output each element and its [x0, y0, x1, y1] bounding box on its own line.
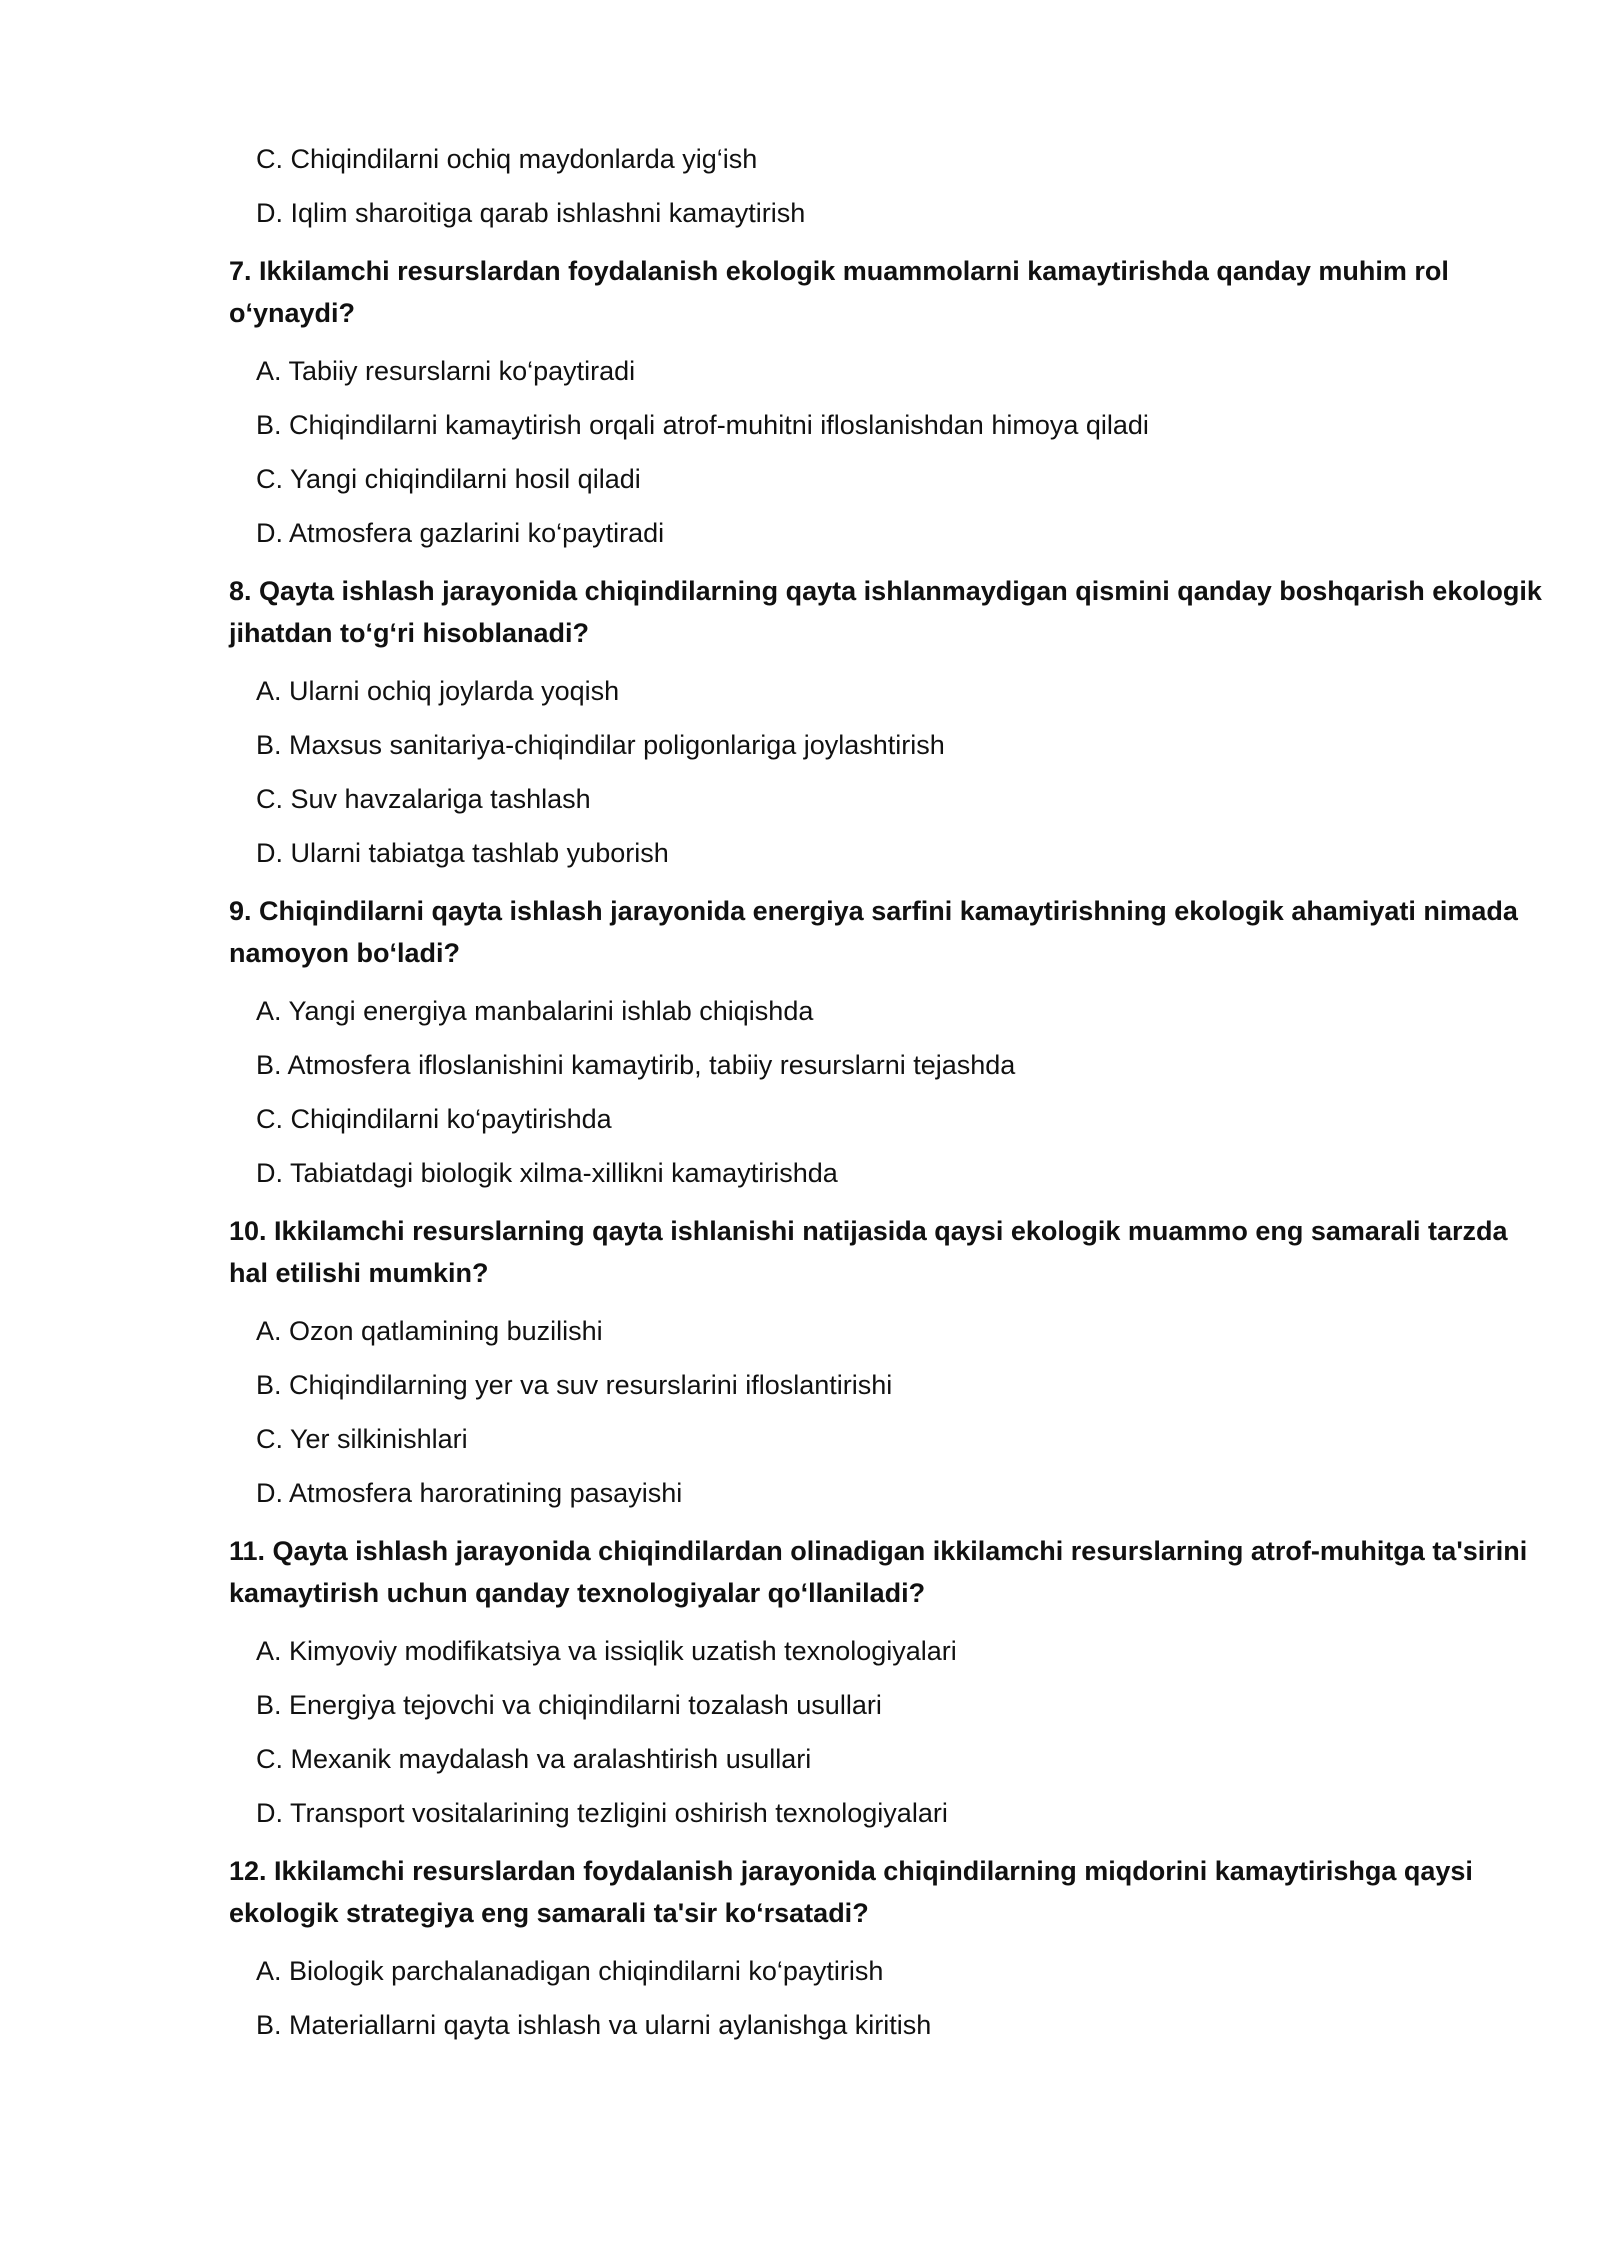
answer-option: C. Yangi chiqindilarni hosil qiladi — [256, 464, 641, 494]
question-text — [229, 1850, 1479, 1934]
question-line: ekologik strategiya eng samarali ta'sir ko‘rsatadi? — [229, 1898, 869, 1928]
question-text — [229, 1530, 1528, 1614]
answer-option: C. Chiqindilarni ko‘paytirishda — [256, 1104, 612, 1134]
answer-option: C. Suv havzalariga tashlash — [256, 784, 591, 814]
quiz-content — [229, 140, 1542, 2060]
answer-option: B. Materiallarni qayta ishlash va ularni aylanishga kiritish — [256, 2010, 932, 2040]
question-text — [229, 570, 1542, 654]
answer-option: B. Maxsus sanitariya-chiqindilar poligonlariga joylashtirish — [256, 730, 945, 760]
question-block — [229, 1530, 1528, 1848]
answer-option: A. Yangi energiya manbalarini ishlab chiqishda — [256, 996, 814, 1026]
answer-option: A. Biologik parchalanadigan chiqindilarni ko‘paytirish — [256, 1956, 884, 1986]
answer-option: D. Ularni tabiatga tashlab yuborish — [256, 838, 669, 868]
answer-option: A. Kimyoviy modifikatsiya va issiqlik uzatish texnologiyalari — [256, 1636, 957, 1666]
question-line: 12. Ikkilamchi resurslardan foydalanish jarayonida chiqindilarning miqdorini kamaytirishga qaysi — [229, 1856, 1473, 1886]
answer-option: A. Ozon qatlamining buzilishi — [256, 1316, 603, 1346]
question-block — [229, 570, 1542, 888]
question-line: kamaytirish uchun qanday texnologiyalar qo‘llaniladi? — [229, 1578, 926, 1608]
answer-option: C. Chiqindilarni ochiq maydonlarda yig‘ish — [256, 144, 758, 174]
answer-option: C. Yer silkinishlari — [256, 1424, 468, 1454]
answer-option: A. Tabiiy resurslarni ko‘paytiradi — [256, 356, 636, 386]
answer-option: D. Atmosfera gazlarini ko‘paytiradi — [256, 518, 665, 548]
question-text — [229, 890, 1518, 974]
question-text — [229, 1210, 1508, 1294]
answer-option: D. Tabiatdagi biologik xilma-xillikni kamaytirishda — [256, 1158, 838, 1188]
question-line: 8. Qayta ishlash jarayonida chiqindilarning qayta ishlanmaydigan qismini qanday boshqarish ekologik — [229, 576, 1542, 606]
answer-option: D. Atmosfera haroratining pasayishi — [256, 1478, 683, 1508]
question-line: 7. Ikkilamchi resurslardan foydalanish ekologik muammolarni kamaytirishda qanday muhim rol — [229, 256, 1449, 286]
answer-option: D. Transport vositalarining tezligini oshirish texnologiyalari — [256, 1798, 948, 1828]
answer-option: B. Atmosfera ifloslanishini kamaytirib, tabiiy resurslarni tejashda — [256, 1050, 1016, 1080]
question-line: 9. Chiqindilarni qayta ishlash jarayonida energiya sarfini kamaytirishning ekologik ahamiyati nimada — [229, 896, 1518, 926]
question-block — [229, 1850, 1479, 2060]
answer-option: A. Ularni ochiq joylarda yoqish — [256, 676, 620, 706]
question-text — [229, 250, 1479, 334]
question-line: o‘ynaydi? — [229, 298, 356, 328]
question-line: 11. Qayta ishlash jarayonida chiqindilardan olinadigan ikkilamchi resurslarning atrof-muhitga ta'sirini — [229, 1536, 1528, 1566]
question-block — [229, 250, 1479, 568]
question-line: jihatdan to‘g‘ri hisoblanadi? — [229, 618, 590, 648]
question-block — [229, 1210, 1508, 1528]
question-line: namoyon bo‘ladi? — [229, 938, 461, 968]
answer-option: B. Chiqindilarni kamaytirish orqali atrof-muhitni ifloslanishdan himoya qiladi — [256, 410, 1149, 440]
question-line: hal etilishi mumkin? — [229, 1258, 489, 1288]
answer-option: B. Energiya tejovchi va chiqindilarni tozalash usullari — [256, 1690, 882, 1720]
question-block — [229, 890, 1518, 1208]
answer-option: C. Mexanik maydalash va aralashtirish usullari — [256, 1744, 812, 1774]
leading-options — [229, 140, 1479, 248]
answer-option: B. Chiqindilarning yer va suv resurslarini ifloslantirishi — [256, 1370, 893, 1400]
question-line: 10. Ikkilamchi resurslarning qayta ishlanishi natijasida qaysi ekologik muammo eng samarali tarzda — [229, 1216, 1508, 1246]
answer-option: D. Iqlim sharoitiga qarab ishlashni kamaytirish — [256, 198, 806, 228]
